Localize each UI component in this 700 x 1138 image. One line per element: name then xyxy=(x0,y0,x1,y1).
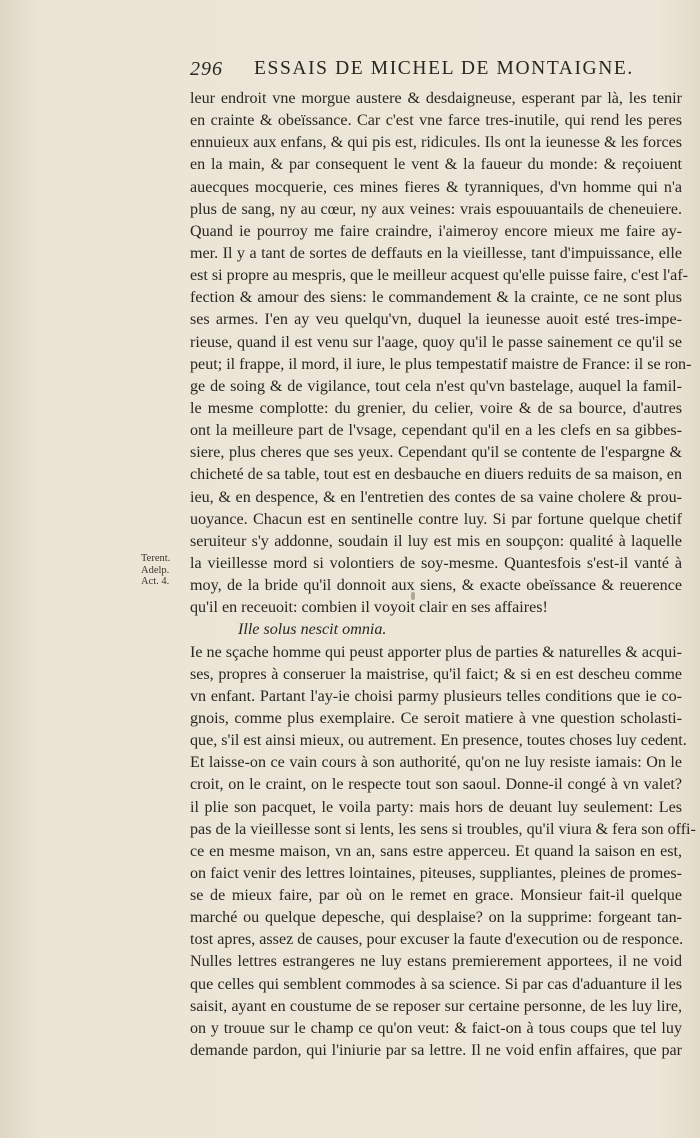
text-line: auecques mocquerie, ces mines fieres & tyranniques, d'vn homme qui n'a xyxy=(190,178,682,196)
text-line: saisit, ayant en coustume de se reposer sur certaine personne, de les luy lire, xyxy=(190,997,682,1015)
text-line: Ie ne sçache homme qui peust apporter plus de parties & naturelles & acqui- xyxy=(190,643,683,661)
text-line: demande pardon, qui l'iniurie par sa lettre. Il ne void enfin affaires, que par xyxy=(190,1042,682,1060)
text-line: gnois, comme plus exemplaire. Ce seroit matiere à vne question scholasti- xyxy=(190,709,682,727)
text-line: croit, on le craint, on le respecte tout son saoul. Donne-il congé à vn valet? xyxy=(190,776,682,794)
text-line: ennuieux aux enfans, & qui pis est, ridicules. Ils ont la ieunesse & les forces xyxy=(190,134,682,152)
text-line: marché ou quelque depesche, qui desplaise? on la supprime: forgeant tan- xyxy=(190,909,682,927)
text-line: est si propre au mespris, que le meilleur acquest qu'elle puisse faire, c'est l'af- xyxy=(190,267,689,285)
text-line: leur endroit vne morgue austere & desdaigneuse, esperant par là, les tenir xyxy=(190,90,682,107)
text-line: ont la meilleure part de l'vsage, cependant qu'il en a les clefs en sa gibbes- xyxy=(190,422,682,440)
text-line: ieu, & en despence, & en l'entretien des contes de sa vaine cholere & prou- xyxy=(190,488,682,506)
page-number: 296 xyxy=(190,58,223,80)
text-line: se de mieux faire, par où on le remet en grace. Monsieur fait-il quelque xyxy=(190,887,682,905)
text-line: pas de la vieillesse sont si lents, les sens si troubles, qu'il viura & fera son offi- xyxy=(190,820,696,838)
text-line: plus de sang, ny au cœur, ny aux veines: vrais espouuantails de cheneuiere. xyxy=(190,200,682,218)
text-line: ses armes. I'en ay veu quelqu'vn, duquel la ieunesse auoit esté tres-impe- xyxy=(190,311,682,329)
text-line: la vieillesse mord si volontiers de soy-mesme. Quantesfois s'est-il vanté à xyxy=(190,554,682,572)
latin-quotation: Ille solus nescit omnia. xyxy=(238,621,387,639)
margin-citation-line: Adelp. xyxy=(141,564,170,576)
text-line: ses, propres à conseruer la maistrise, qu'il faict; & si en est descheu comme xyxy=(190,665,682,683)
text-line: uoyance. Chacun est en sentinelle contre luy. Si par fortune quelque chetif xyxy=(190,510,682,528)
text-line: que celles qui semblent commodes à sa science. Si par cas d'aduanture il les xyxy=(190,975,682,993)
text-line: Nulles lettres estrangeres ne luy estans premierement apportees, il ne void xyxy=(190,953,682,971)
text-line: mer. Il y a tant de sortes de deffauts en la vieillesse, tant d'impuissance, elle xyxy=(190,244,682,262)
margin-citation xyxy=(141,553,187,588)
text-line: ge de soing & de vigilance, tout cela n'est qu'vn bastelage, auquel la famil- xyxy=(190,377,682,395)
text-line: il plie son pacquet, le voila party: mais hors de deuant luy seulement: Les xyxy=(190,798,682,816)
text-line: fection & amour des siens: le commandement & la crainte, ce ne sont plus xyxy=(190,289,682,307)
text-line: on faict venir des lettres lointaines, piteuses, suppliantes, pleines de promes- xyxy=(190,864,682,882)
text-line: seruiteur s'y addonne, soudain il luy est mis en soupçon: qualité à laquelle xyxy=(190,532,682,550)
page-header xyxy=(190,56,638,84)
margin-citation-line: Act. 4. xyxy=(141,576,170,587)
text-line: tost apres, assez de causes, pour excuser la faute d'execution ou de responce. xyxy=(190,931,684,949)
text-line: le mesme complotte: du grenier, du celier, voire & de sa bource, d'autres xyxy=(190,399,682,417)
text-line: en la main, & par consequent le vent & la faueur du monde: & reçoiuent xyxy=(190,156,682,174)
margin-citation-line: Terent. xyxy=(141,553,171,564)
text-line: moy, de la bride qu'il donnoit aux siens, & exacte obeïssance & reuerence xyxy=(190,577,682,595)
text-line: en crainte & obeïssance. Car c'est vne farce tres-inutile, qui rend les peres xyxy=(190,112,682,130)
text-line: on y trouue sur le champ ce qu'on veut: & faict-on à tous coups que tel luy xyxy=(190,1019,682,1037)
text-line: Et laisse-on ce vain cours à son authorité, qu'on ne luy resiste iamais: On le xyxy=(190,754,682,772)
running-title: ESSAIS DE MICHEL DE MONTAIGNE. xyxy=(254,58,634,79)
text-line: vn enfant. Partant l'ay-ie choisi parmy plusieurs telles conditions que ie co- xyxy=(190,687,682,705)
text-line: qu'il en receuoit: combien il voyoit clair en ses affaires! xyxy=(190,599,548,617)
text-line: Quand ie pourroy me faire craindre, i'aimeroy encore mieux me faire ay- xyxy=(190,222,682,240)
text-line: que, s'il est ainsi mieux, ou autrement. En presence, toutes choses luy cedent. xyxy=(190,732,687,750)
text-line: siere, plus cheres que ses yeux. Cependant qu'il se contente de l'espargne & xyxy=(190,444,682,462)
text-line: rieuse, quand il est venu sur l'aage, quoy qu'il le passe sainement ce qu'il se xyxy=(190,333,682,351)
body-text xyxy=(190,88,696,1062)
text-line: ce en mesme maison, vn an, sans estre apperceu. Et quand la saison en est, xyxy=(190,842,682,860)
text-line: peut; il frappe, il mord, il iure, le plus tempestatif maistre de France: il se ron- xyxy=(190,355,692,373)
text-line: chicheté de sa table, tout est en desbauche en diuers reduits de sa maison, en xyxy=(190,466,682,484)
